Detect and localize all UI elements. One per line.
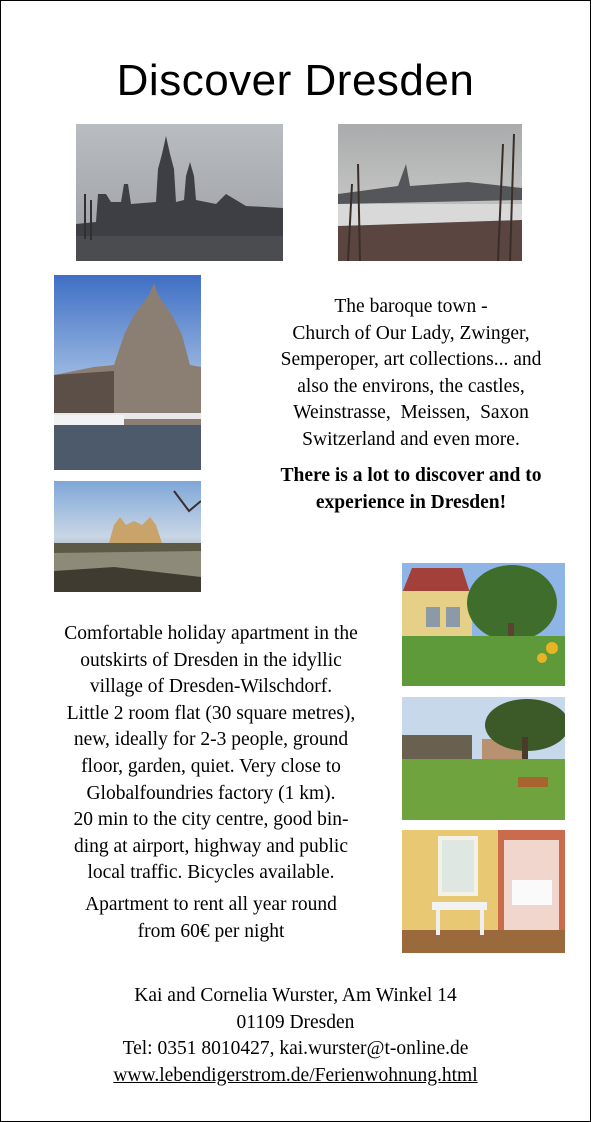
garden-photo bbox=[402, 697, 565, 820]
contact-block bbox=[1, 983, 590, 1089]
highlight-line: experience in Dresden! bbox=[315, 492, 507, 513]
rent-line: from 60€ per night bbox=[137, 920, 285, 942]
highlight-paragraph bbox=[246, 462, 576, 516]
intro-line: also the environs, the castles, bbox=[297, 375, 525, 397]
intro-line: The baroque town - bbox=[334, 296, 488, 317]
intro-line: Semperoper, art collections... and bbox=[280, 349, 542, 370]
description-line: floor, garden, quiet. Very close to bbox=[81, 755, 341, 777]
moritzburg-castle-photo bbox=[54, 481, 201, 592]
description-line: Little 2 room flat (30 square metres), bbox=[66, 702, 356, 724]
description-line: ding at airport, highway and public bbox=[73, 835, 349, 857]
rent-info bbox=[29, 892, 393, 945]
elbe-river-photo bbox=[338, 124, 522, 261]
frauenkirche-photo bbox=[54, 275, 201, 470]
contact-phone-email[interactable]: Tel: 0351 8010427, kai.wurster@t-online.de bbox=[122, 1038, 469, 1059]
highlight-line: There is a lot to discover and to bbox=[280, 465, 542, 486]
description-line: village of Dresden-Wilschdorf. bbox=[89, 676, 333, 698]
description-line: local traffic. Bicycles available. bbox=[87, 862, 335, 884]
description-line: outskirts of Dresden in the idyllic bbox=[80, 649, 342, 671]
website-link[interactable]: www.lebendigerstrom.de/Ferienwohnung.html bbox=[113, 1064, 478, 1086]
intro-line: Weinstrasse, Meissen, Saxon bbox=[293, 402, 529, 423]
page-title: Discover Dresden bbox=[116, 56, 475, 105]
rent-line: Apartment to rent all year round bbox=[85, 894, 337, 915]
dresden-skyline-photo bbox=[76, 124, 283, 261]
intro-paragraph bbox=[246, 294, 576, 453]
contact-name-address: Kai and Cornelia Wurster, Am Winkel 14 bbox=[134, 985, 457, 1006]
description-line: Globalfoundries factory (1 km). bbox=[86, 782, 336, 804]
apartment-house-photo bbox=[402, 563, 565, 686]
description-line: new, ideally for 2-3 people, ground bbox=[73, 729, 349, 751]
apartment-interior-photo bbox=[402, 830, 565, 953]
intro-line: Switzerland and even more. bbox=[302, 428, 520, 450]
description-line: 20 min to the city centre, good bin- bbox=[73, 809, 349, 831]
description-line: Comfortable holiday apartment in the bbox=[64, 623, 358, 644]
intro-line: Church of Our Lady, Zwinger, bbox=[292, 322, 530, 344]
apartment-description bbox=[29, 621, 393, 887]
contact-city: 01109 Dresden bbox=[236, 1011, 355, 1033]
